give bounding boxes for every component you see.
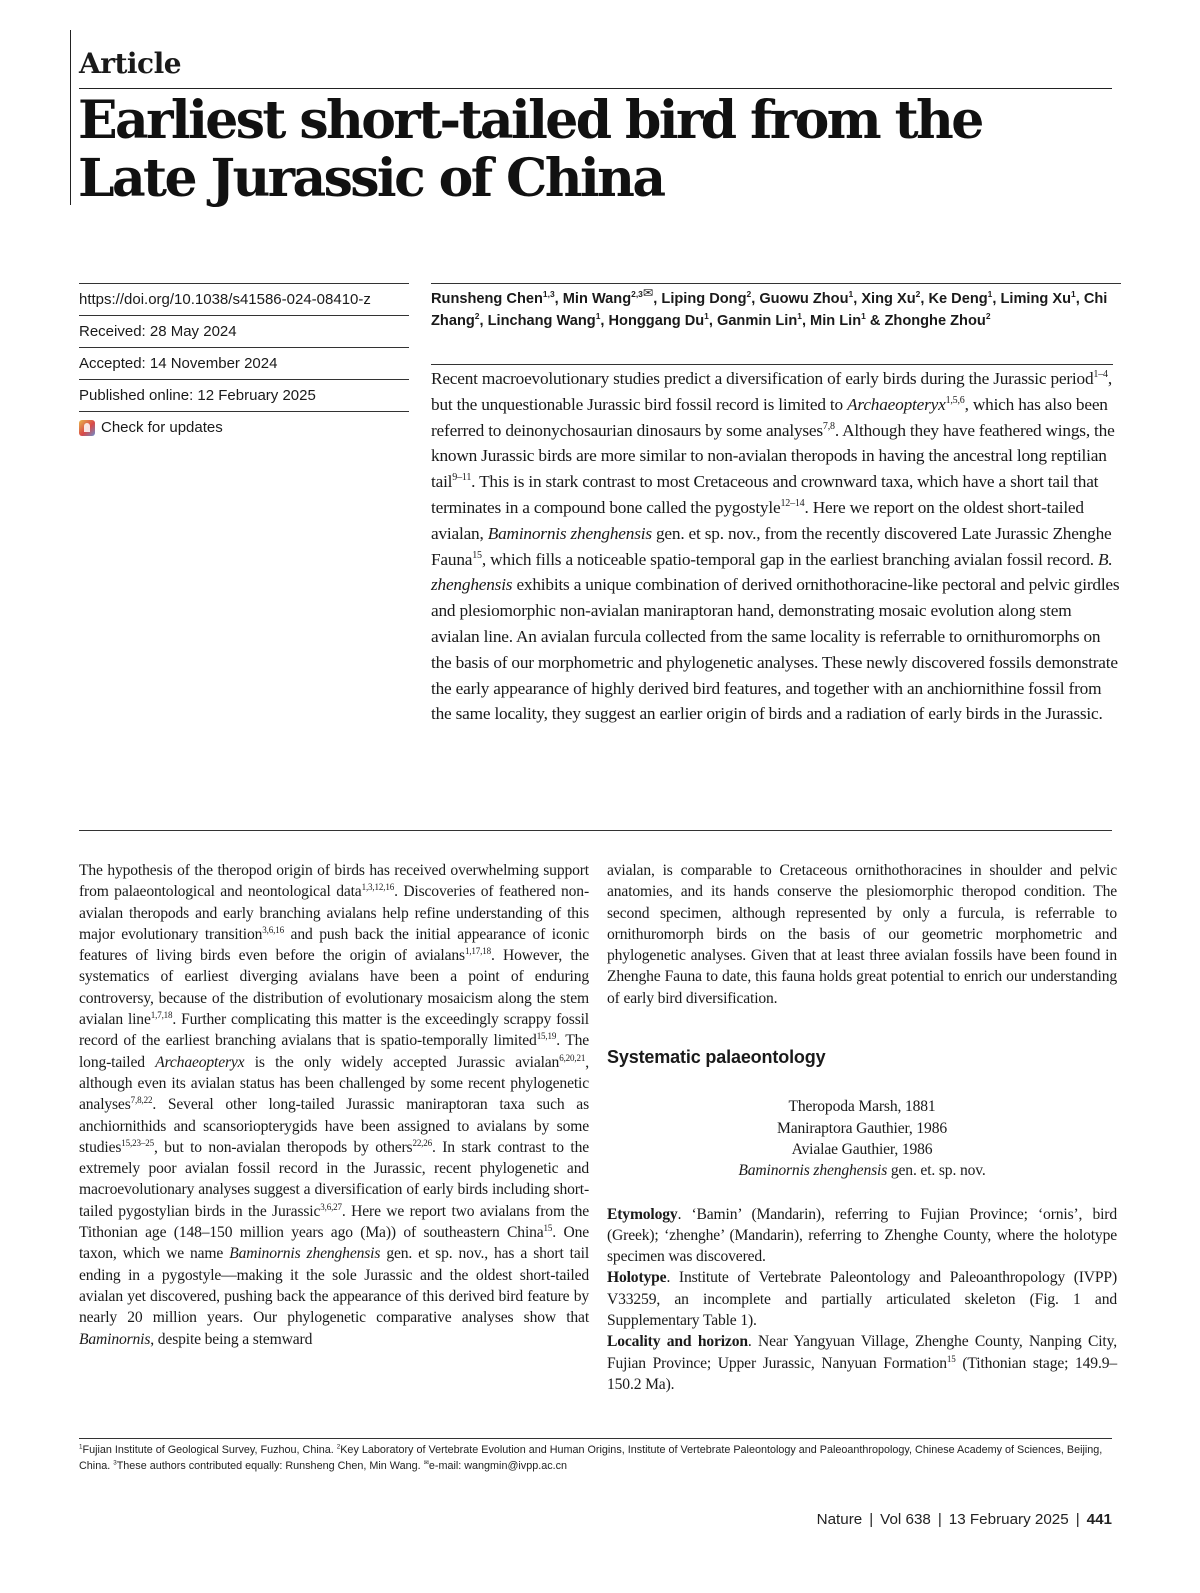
- author[interactable]: [488, 313, 601, 329]
- published-date: Published online: 12 February 2025: [79, 380, 409, 412]
- abstract: [431, 366, 1121, 727]
- article-type-label: Article: [79, 47, 182, 80]
- author[interactable]: [928, 291, 992, 307]
- author-affiliation: 2: [985, 311, 991, 322]
- author-name: Liming Xu: [1000, 291, 1072, 307]
- citation-ref[interactable]: 7,8: [822, 420, 835, 432]
- italic-term: Archaeopteryx: [155, 1053, 245, 1071]
- holotype-text: . Institute of Vertebrate Paleontology and Paleoanthropology (IVPP) V33259, an incomplete and partially articulated skeleton (Fig. 1 and Supplementary Table 1).: [607, 1269, 1117, 1330]
- text-run: The hypothesis of the theropod origin of birds has received overwhelming support from palaeontological and neontological data: [79, 862, 589, 901]
- citation-ref[interactable]: 6,20,21: [559, 1052, 586, 1063]
- text-run: . However, the systematics of earliest diverging avialans have been a point of enduring controversy, because of the distribution of evolutionary mosaicism along the stem avialan line: [79, 947, 589, 1029]
- page-footer: Nature | Vol 638 | 13 February 2025 | 441: [816, 1511, 1112, 1528]
- italic-term: B. zhenghensis: [431, 549, 1113, 595]
- author-affiliation: 2: [746, 289, 752, 300]
- taxon-line: Theropoda Marsh, 1881: [788, 1098, 936, 1116]
- section-separator: [79, 830, 1112, 831]
- locality-label: Locality and horizon: [607, 1333, 748, 1351]
- author-name: Zhonghe Zhou: [884, 313, 986, 329]
- author[interactable]: [759, 291, 853, 307]
- body-column-left: [79, 860, 589, 1350]
- text-run: . This is in stark contrast to most Cretaceous and crownward taxa, which have a short tail that terminates in a compound bone called the pygostyle: [431, 472, 1099, 517]
- text-run: and push back the initial appearance of iconic features of living birds even before the origin of avialans: [79, 925, 589, 965]
- text-run: . The long-tailed: [79, 1032, 590, 1071]
- text-run: exhibits a unique combination of derived ornithothoracine-like pectoral and pelvic girdles and plesiomorphic non-avialan maniraptoran hand, demonstrating mosaic evolution along stem avialan line. An avialan furcula collected from the same locality is referrable to ornithuromorphs on the basis of our morphometric and phylogenetic analyses. These newly discovered fossils demonstrate the early appearance of highly derived bird features, and together with an anchiornithine fossil from the same locality, they suggest an earlier origin of birds and a radiation of early birds in the Jurassic.: [431, 575, 1120, 724]
- body-column-right: [607, 860, 1117, 1395]
- new-taxon-suffix: gen. et. sp. nov.: [887, 1162, 986, 1180]
- citation-ref[interactable]: 3,6,27: [320, 1201, 342, 1212]
- author-list: Runsheng Chen$^{1,3}$, Min Wang$^{2,3✉}$, Liping Dong$^2$, Guowu Zhou$^1$, Xing Xu$^2$, Ke Deng$^1$, Liming Xu$^1$, Chi Zhang$^2$, Linchang Wang$^1$, Honggang Du$^1$, Ganmin Lin$^1$, Min Lin$^1$ & Zhonghe Zhou$^2$: [431, 283, 1121, 332]
- text-run: is the only widely accepted Jurassic avialan: [244, 1053, 560, 1071]
- citation-ref[interactable]: 15: [472, 549, 482, 561]
- check-updates-icon: [79, 420, 95, 436]
- author-affiliation: 1: [987, 289, 993, 300]
- citation-ref[interactable]: 9–11: [452, 472, 472, 484]
- author[interactable]: [431, 291, 555, 307]
- page-number: 441: [1086, 1511, 1112, 1528]
- author-affiliation: 1,3: [542, 289, 555, 300]
- text-run: Recent macroevolutionary studies predict a diversification of early birds during the Jurassic period: [431, 369, 1094, 388]
- new-taxon-line: [607, 1160, 1117, 1181]
- citation-ref[interactable]: 22,26: [412, 1137, 433, 1148]
- author-name: Xing Xu: [861, 291, 916, 307]
- taxon-line: Maniraptora Gauthier, 1986: [777, 1119, 947, 1137]
- accepted-date: Accepted: 14 November 2024: [79, 348, 409, 380]
- citation-ref[interactable]: 1,3,12,16: [361, 882, 395, 893]
- abstract-text: [431, 366, 1121, 727]
- text-run: . In stark contrast to the extremely poor avialan fossil record in the Jurassic, recent phylogenetic and macroevolutionary analyses suggest a diversification of early birds including short-tailed pygostylian birds in the Jurassic: [79, 1138, 589, 1220]
- author[interactable]: [717, 313, 802, 329]
- header-rule: [79, 88, 1112, 89]
- text-run: , which has also been referred to deinonychosaurian dinosaurs by some analyses: [431, 394, 1108, 440]
- citation-ref[interactable]: 12–14: [780, 498, 805, 510]
- citation-ref[interactable]: 15,23–25: [121, 1137, 154, 1148]
- text-run: , but to non-avialan theropods by others: [153, 1138, 413, 1156]
- etymology-label: Etymology: [607, 1205, 678, 1223]
- volume: Vol 638: [880, 1511, 931, 1528]
- taxon-line: Avialae Gauthier, 1986: [791, 1140, 933, 1158]
- author-name: Ganmin Lin: [716, 313, 798, 329]
- author[interactable]: [661, 291, 751, 307]
- author[interactable]: [861, 291, 920, 307]
- author[interactable]: [562, 286, 654, 307]
- text-run: . Although they have feathered wings, the known Jurassic birds are more similar to non-avialan theropods in having the ancestral long reptilian tail: [431, 420, 1115, 492]
- citation-ref[interactable]: 1,7,18: [150, 1009, 173, 1020]
- author-name: Liping Dong: [661, 291, 747, 307]
- locality-text: . Near Yangyuan Village, Zhenghe County, Nanping City, Fujian Province; Upper Jurassic, Nanyuan Formation: [607, 1333, 1117, 1372]
- text-run: e-mail: wangmin@ivpp.ac.cn: [428, 1460, 568, 1472]
- mail-icon[interactable]: ✉: [642, 286, 654, 301]
- author-affiliation: 1: [797, 311, 802, 322]
- body-paragraph: [79, 860, 589, 1350]
- text-run: Fujian Institute of Geological Survey, Fuzhou, China.: [82, 1444, 337, 1456]
- citation-ref[interactable]: 15: [543, 1222, 553, 1233]
- text-run: . One taxon, which we name: [79, 1224, 589, 1263]
- check-updates-button[interactable]: [79, 412, 409, 443]
- italic-term: Baminornis zhenghensis: [487, 523, 652, 543]
- author-affiliation: 1: [848, 289, 854, 300]
- author-name: Min Wang: [562, 291, 632, 307]
- italic-term: Archaeopteryx: [847, 394, 946, 414]
- citation-ref[interactable]: 1–4: [1093, 369, 1108, 381]
- body-paragraph-continued: avialan, is comparable to Cretaceous ornithothoracines in shoulder and pelvic anatomies, and its hands conserve the plesiomorphic theropod condition. The second specimen, although represented by only a furcula, is referrable to ornithuromorph birds on the basis of our geometric morphometric and phylogenetic analyses. Given that at least three avialan fossils have been found in Zhenghe Fauna to date, this fauna holds great potential to enrich our understanding of early bird diversification.: [607, 862, 1117, 1007]
- italic-term: Baminornis zhenghensis: [229, 1245, 381, 1263]
- issue-date: 13 February 2025: [948, 1511, 1069, 1528]
- text-run: gen. et sp. nov., has a short tail ending in a pygostyle—making it the sole Jurassic and the oldest short-tailed avialan yet discovered, pushing back the appearance of this derived bird feature by nearly 20 million years. Our phylogenetic comparative analyses show that: [79, 1245, 590, 1327]
- margin-rule: [70, 30, 71, 205]
- italic-term: Baminornis: [79, 1330, 151, 1348]
- text-run: . Here we report on the oldest short-tailed avialan,: [431, 497, 1084, 543]
- citation-ref[interactable]: 3: [113, 1459, 117, 1467]
- citation-ref[interactable]: ✉: [423, 1459, 429, 1467]
- text-run: . Here we report two avialans from the Tithonian age (148–150 million years ago (Ma)) of southeastern China: [79, 1202, 589, 1242]
- affiliations-footnote: [79, 1442, 1119, 1474]
- locality-paragraph: [607, 1331, 1117, 1395]
- text-run: , although even its avialan status has been challenged by some recent phylogenetic analyses: [79, 1053, 589, 1114]
- text-run: , which fills a noticeable spatio-temporal gap in the earliest branching avialan fossil record.: [481, 549, 1099, 569]
- text-run: , but the unquestionable Jurassic bird fossil record is limited to: [431, 369, 1112, 414]
- holotype-paragraph: [607, 1267, 1117, 1331]
- author[interactable]: [884, 313, 990, 329]
- text-run: . Discoveries of feathered non-avialan theropods and early branching avialans help refine understanding of this major evolutionary transition: [79, 883, 589, 943]
- etymology-text: . ‘Bamin’ (Mandarin), referring to Fujian Province; ‘ornis’, bird (Greek); ‘zhenghe’ (Mandarin), referring to Zhenghe County, where the holotype specimen was discovered.: [607, 1205, 1117, 1266]
- citation-ref[interactable]: 1,5,6: [945, 395, 965, 407]
- received-date: Received: 28 May 2024: [79, 316, 409, 348]
- text-run: , despite being a stemward: [150, 1330, 313, 1348]
- author-affiliation: 1: [704, 311, 709, 322]
- doi-link[interactable]: https://doi.org/10.1038/s41586-024-08410-z: [79, 283, 409, 316]
- author[interactable]: [1000, 291, 1075, 307]
- citation-ref[interactable]: 7,8,22: [130, 1095, 153, 1106]
- author-name: Guowu Zhou: [759, 291, 849, 307]
- taxonomy-block: [607, 1096, 1117, 1181]
- text-run: These authors contributed equally: Runsheng Chen, Min Wang.: [116, 1460, 424, 1472]
- text-run: gen. et sp. nov., from the recently discovered Late Jurassic Zhenghe Fauna: [431, 523, 1112, 569]
- citation-ref[interactable]: 2: [336, 1443, 341, 1451]
- author-affiliation: 1: [595, 311, 601, 322]
- author-name: Runsheng Chen: [431, 291, 543, 307]
- text-run: Key Laboratory of Vertebrate Evolution and Human Origins, Institute of Vertebrate Paleontology and Paleoanthropology, Chinese Academy of Sciences, Beijing, China.: [79, 1444, 1103, 1472]
- author-affiliation: 2: [915, 289, 921, 300]
- author[interactable]: [609, 313, 709, 329]
- footnote-rule: [79, 1438, 1112, 1439]
- author-affiliation: 2,3: [631, 289, 643, 300]
- holotype-label: Holotype: [607, 1269, 667, 1287]
- citation-ref[interactable]: 1,17,18: [464, 946, 491, 956]
- citation-ref[interactable]: 3,6,16: [262, 924, 284, 935]
- author-name: Min Lin: [810, 313, 862, 329]
- citation-ref[interactable]: 15,19: [536, 1031, 557, 1042]
- etymology-paragraph: [607, 1204, 1117, 1268]
- journal-name: Nature: [816, 1511, 863, 1528]
- author-name: Linchang Wang: [487, 313, 596, 329]
- check-updates-label: Check for updates: [101, 419, 223, 436]
- text-run: . Several other long-tailed Jurassic maniraptoran taxa such as anchiornithids and scansoriopterygids have been assigned to avialans by some studies: [79, 1096, 589, 1156]
- author-affiliation: 1: [1071, 289, 1076, 300]
- locality-tail: (Tithonian stage; 149.9–150.2 Ma).: [607, 1354, 1117, 1393]
- author-name: Ke Deng: [928, 291, 988, 307]
- author-name: Honggang Du: [608, 313, 705, 329]
- article-meta: [79, 283, 409, 443]
- section-heading: Systematic palaeontology: [607, 1047, 826, 1068]
- locality-citation: 15: [946, 1353, 956, 1364]
- author-affiliation: 1: [861, 311, 866, 322]
- author-name: Chi Zhang: [431, 291, 1108, 329]
- abstract-rule: [431, 364, 1113, 365]
- citation-ref[interactable]: 1: [79, 1443, 83, 1451]
- article-title: Earliest short-tailed bird from the Late Jurassic of China: [78, 90, 982, 209]
- new-taxon-name: Baminornis zhenghensis: [738, 1162, 888, 1180]
- text-run: . Further complicating this matter is the exceedingly scrappy fossil record of the earliest branching avialans that is spatio-temporally limited: [79, 1011, 589, 1050]
- author[interactable]: [810, 313, 866, 329]
- author-affiliation: 2: [474, 311, 480, 322]
